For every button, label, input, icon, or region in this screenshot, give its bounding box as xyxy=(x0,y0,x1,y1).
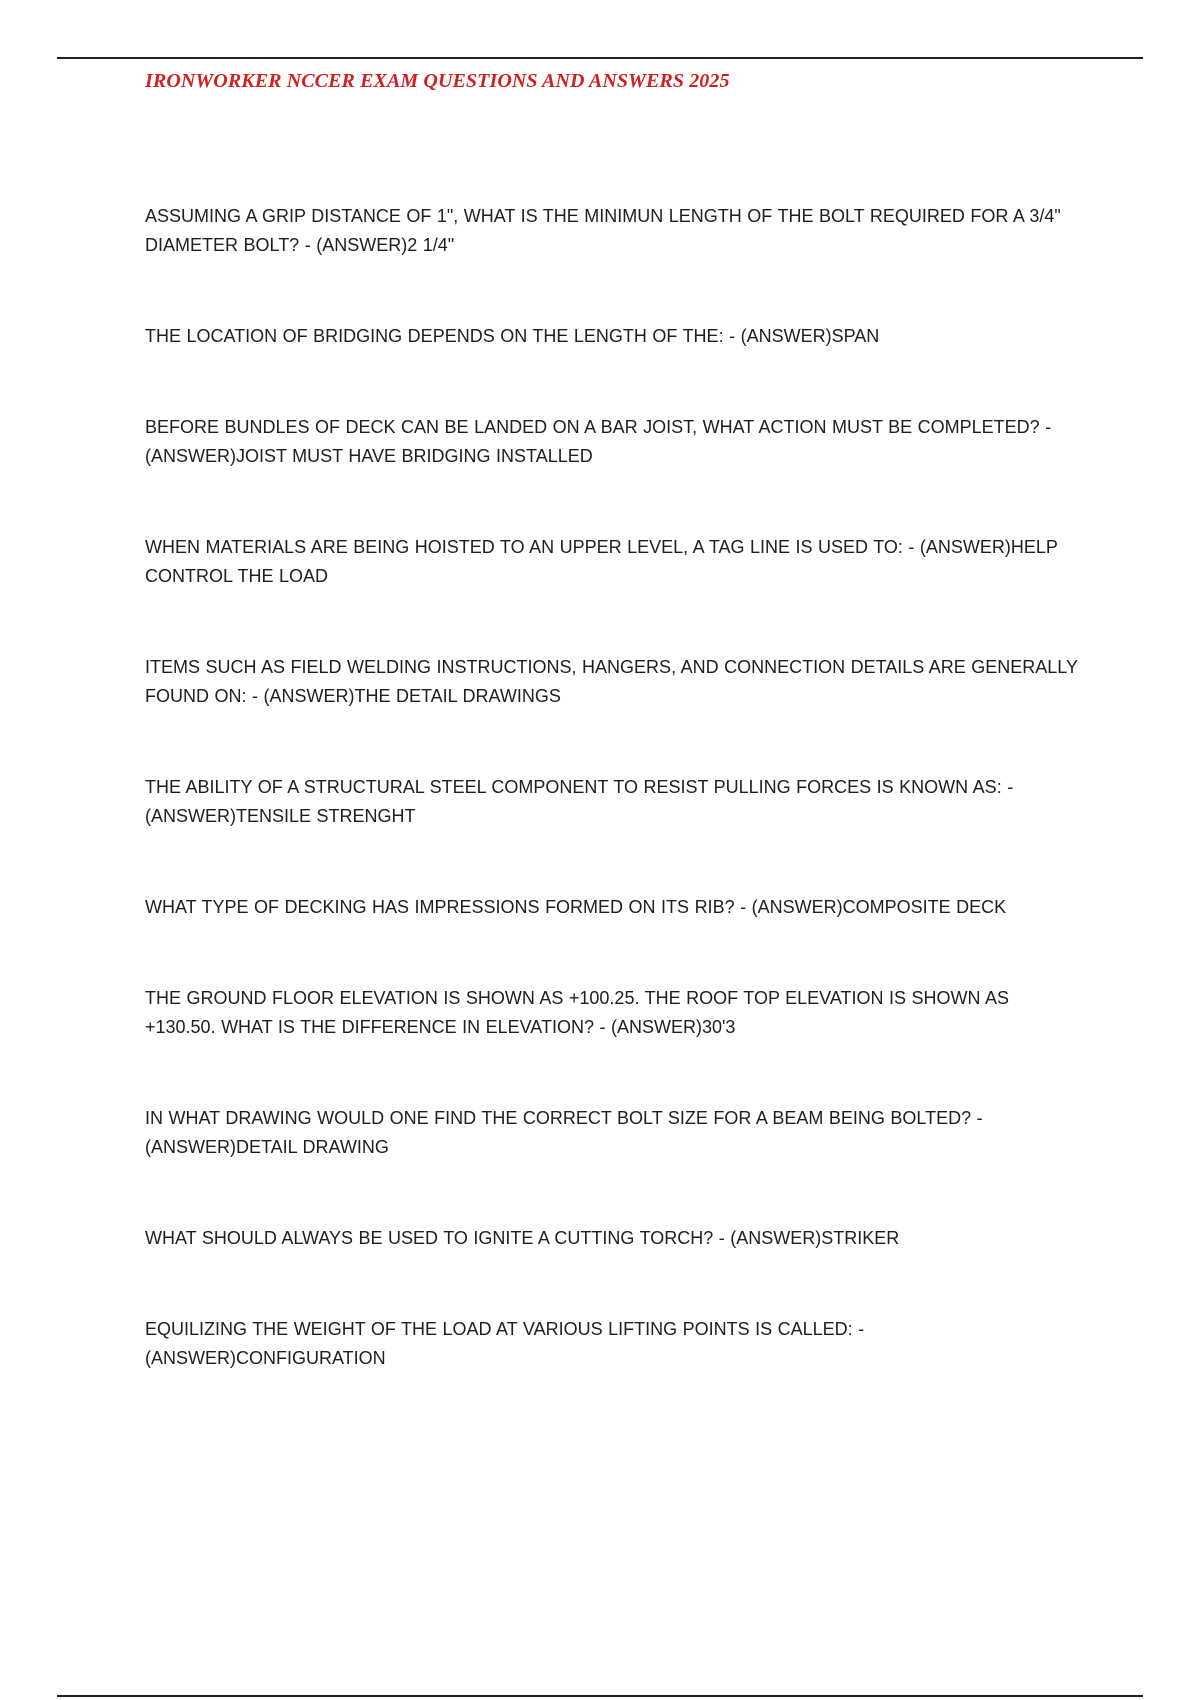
question-text: IN WHAT DRAWING WOULD ONE FIND THE CORRECT BOLT SIZE FOR A BEAM BEING BOLTED? xyxy=(145,1108,972,1128)
separator: - xyxy=(971,1108,983,1128)
answer-text: (ANSWER)DETAIL DRAWING xyxy=(145,1137,389,1157)
answer-text: (ANSWER)CONFIGURATION xyxy=(145,1348,386,1368)
answer-text: (ANSWER)TENSILE STRENGHT xyxy=(145,806,416,826)
question-text: EQUILIZING THE WEIGHT OF THE LOAD AT VARIOUS LIFTING POINTS IS CALLED: xyxy=(145,1319,853,1339)
answer-text: (ANSWER)COMPOSITE DECK xyxy=(751,897,1007,917)
qa-item xyxy=(145,533,1080,591)
answer-text: (ANSWER)STRIKER xyxy=(730,1228,900,1248)
qa-item xyxy=(145,322,1080,351)
answer-text: (ANSWER)2 1/4" xyxy=(316,235,455,255)
answer-text: (ANSWER)30'3 xyxy=(610,1017,736,1037)
separator: - xyxy=(723,326,741,346)
question-text: WHAT TYPE OF DECKING HAS IMPRESSIONS FORMED ON ITS RIB? xyxy=(145,897,735,917)
separator: - xyxy=(1001,777,1014,797)
qa-item xyxy=(145,202,1080,260)
answer-text: (ANSWER)HELP CONTROL THE LOAD xyxy=(145,537,1058,586)
top-rule xyxy=(57,57,1143,59)
separator: - xyxy=(713,1228,731,1248)
qa-item xyxy=(145,1315,1080,1373)
question-text: THE ABILITY OF A STRUCTURAL STEEL COMPONENT TO RESIST PULLING FORCES IS KNOWN AS: xyxy=(145,777,1002,797)
qa-list xyxy=(145,202,1080,1373)
question-text: WHEN MATERIALS ARE BEING HOISTED TO AN UPPER LEVEL, A TAG LINE IS USED TO: xyxy=(145,537,903,557)
qa-item xyxy=(145,893,1080,922)
separator: - xyxy=(902,537,920,557)
question-text: ASSUMING A GRIP DISTANCE OF 1", WHAT IS THE MINIMUN LENGTH OF THE BOLT REQUIRED FOR A 3/4" DIAMETER BOLT? xyxy=(145,206,1061,255)
qa-item xyxy=(145,984,1080,1042)
bottom-rule xyxy=(57,1695,1143,1697)
question-text: THE LOCATION OF BRIDGING DEPENDS ON THE LENGTH OF THE: xyxy=(145,326,724,346)
separator: - xyxy=(1039,417,1052,437)
separator: - xyxy=(734,897,752,917)
qa-item xyxy=(145,1104,1080,1162)
document-title: IRONWORKER NCCER EXAM QUESTIONS AND ANSWERS 2025 xyxy=(145,70,730,92)
separator: - xyxy=(852,1319,865,1339)
answer-text: (ANSWER)THE DETAIL DRAWINGS xyxy=(263,686,561,706)
answer-text: (ANSWER)SPAN xyxy=(740,326,880,346)
qa-item xyxy=(145,1224,1080,1253)
qa-item xyxy=(145,653,1080,711)
question-text: THE GROUND FLOOR ELEVATION IS SHOWN AS +100.25. THE ROOF TOP ELEVATION IS SHOWN AS +130.50. WHAT IS THE DIFFERENCE IN ELEVATION? xyxy=(145,988,1010,1037)
qa-item xyxy=(145,413,1080,471)
question-text: BEFORE BUNDLES OF DECK CAN BE LANDED ON A BAR JOIST, WHAT ACTION MUST BE COMPLETED? xyxy=(145,417,1040,437)
question-text: ITEMS SUCH AS FIELD WELDING INSTRUCTIONS, HANGERS, AND CONNECTION DETAILS ARE GENERALLY FOUND ON: xyxy=(145,657,1078,706)
separator: - xyxy=(593,1017,611,1037)
separator: - xyxy=(299,235,317,255)
question-text: WHAT SHOULD ALWAYS BE USED TO IGNITE A CUTTING TORCH? xyxy=(145,1228,714,1248)
qa-item xyxy=(145,773,1080,831)
separator: - xyxy=(246,686,264,706)
answer-text: (ANSWER)JOIST MUST HAVE BRIDGING INSTALLED xyxy=(145,446,593,466)
